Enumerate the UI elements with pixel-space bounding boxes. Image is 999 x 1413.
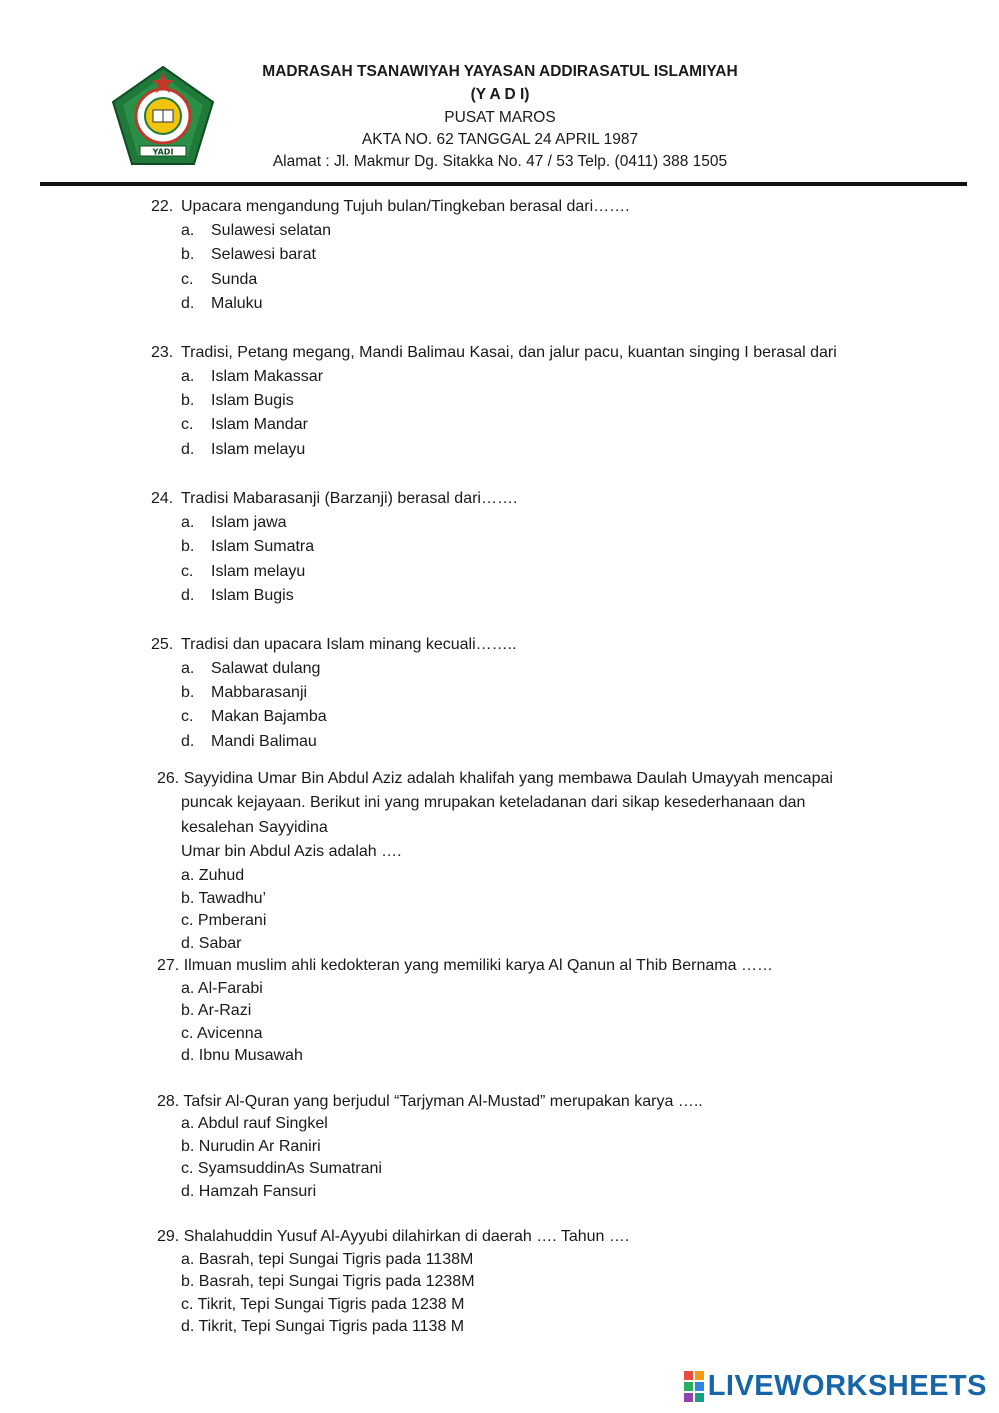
option-24a[interactable]: a. Islam jawa (181, 514, 287, 531)
option-22d[interactable]: d. Maluku (181, 295, 263, 312)
option-26d[interactable]: d. Sabar (181, 935, 242, 952)
svg-text:YADI: YADI (152, 147, 174, 157)
option-27d[interactable]: d. Ibnu Musawah (181, 1047, 303, 1064)
option-23d[interactable]: d. Islam melayu (181, 441, 306, 458)
option-26c[interactable]: c. Pmberani (181, 912, 267, 929)
question-26-line2: puncak kejayaan. Berikut ini yang mrupakan keteladanan dari sikap kesederhanaan dan (181, 794, 806, 811)
option-24d[interactable]: d. Islam Bugis (181, 587, 294, 604)
school-akta: AKTA NO. 62 TANGGAL 24 APRIL 1987 (361, 131, 639, 148)
option-29d[interactable]: d. Tikrit, Tepi Sungai Tigris pada 1138 M (181, 1318, 465, 1335)
question-26-line3: kesalehan Sayyidina (181, 819, 328, 836)
option-28d[interactable]: d. Hamzah Fansuri (181, 1183, 317, 1200)
question-26-line1: 26. Sayyidina Umar Bin Abdul Aziz adalah khalifah yang membawa Daulah Umayyah mencapai (157, 770, 833, 787)
question-25: 25. Tradisi dan upacara Islam minang kecuali…….. (151, 636, 517, 653)
option-26b[interactable]: b. Tawadhu’ (181, 890, 267, 907)
option-25b[interactable]: b. Mabbarasanji (181, 684, 308, 701)
option-29a[interactable]: a. Basrah, tepi Sungai Tigris pada 1138M (181, 1251, 474, 1268)
option-23c[interactable]: c. Islam Mandar (181, 416, 308, 433)
option-26a[interactable]: a. Zuhud (181, 867, 245, 884)
school-abbr: (Y A D I) (470, 86, 530, 103)
question-23: 23. Tradisi, Petang megang, Mandi Balimau Kasai, dan jalur pacu, kuantan singing I berasal dari (151, 344, 837, 361)
school-address: Alamat : Jl. Makmur Dg. Sitakka No. 47 / 53 Telp. (0411) 388 1505 (272, 153, 728, 170)
option-28b[interactable]: b. Nurudin Ar Raniri (181, 1138, 321, 1155)
liveworksheets-brand[interactable] (684, 1369, 987, 1403)
option-24c[interactable]: c. Islam melayu (181, 563, 306, 580)
question-26-line4: Umar bin Abdul Azis adalah …. (181, 843, 402, 860)
option-27b[interactable]: b. Ar-Razi (181, 1002, 252, 1019)
question-22: 22. Upacara mengandung Tujuh bulan/Tingkeban berasal dari……. (151, 198, 630, 215)
option-25d[interactable]: d. Mandi Balimau (181, 733, 317, 750)
question-24: 24. Tradisi Mabarasanji (Barzanji) berasal dari……. (151, 490, 518, 507)
option-27c[interactable]: c. Avicenna (181, 1025, 263, 1042)
option-25c[interactable]: c. Makan Bajamba (181, 708, 327, 725)
question-27: 27. Ilmuan muslim ahli kedokteran yang memiliki karya Al Qanun al Thib Bernama …… (157, 957, 773, 974)
option-22a[interactable]: a. Sulawesi selatan (181, 222, 332, 239)
option-22b[interactable]: b. Selawesi barat (181, 246, 316, 263)
option-25a[interactable]: a. Salawat dulang (181, 660, 321, 677)
option-23b[interactable]: b. Islam Bugis (181, 392, 294, 409)
option-29b[interactable]: b. Basrah, tepi Sungai Tigris pada 1238M (181, 1273, 475, 1290)
school-center: PUSAT MAROS (444, 109, 556, 126)
question-28: 28. Tafsir Al-Quran yang berjudul “Tarjyman Al-Mustad” merupakan karya ….. (157, 1093, 703, 1110)
brand-name: LIVEWORKSHEETS (707, 1369, 987, 1402)
option-28a[interactable]: a. Abdul rauf Singkel (181, 1115, 328, 1132)
option-23a[interactable]: a. Islam Makassar (181, 368, 324, 385)
school-name: MADRASAH TSANAWIYAH YAYASAN ADDIRASATUL ISLAMIYAH (262, 63, 738, 80)
option-24b[interactable]: b. Islam Sumatra (181, 538, 315, 555)
question-29: 29. Shalahuddin Yusuf Al-Ayyubi dilahirkan di daerah …. Tahun …. (157, 1228, 630, 1245)
option-29c[interactable]: c. Tikrit, Tepi Sungai Tigris pada 1238 M (181, 1296, 465, 1313)
option-28c[interactable]: c. SyamsuddinAs Sumatrani (181, 1160, 382, 1177)
header-divider (40, 182, 967, 186)
option-27a[interactable]: a. Al-Farabi (181, 980, 263, 997)
option-22c[interactable]: c. Sunda (181, 271, 258, 288)
brand-logo-icon (684, 1371, 704, 1402)
